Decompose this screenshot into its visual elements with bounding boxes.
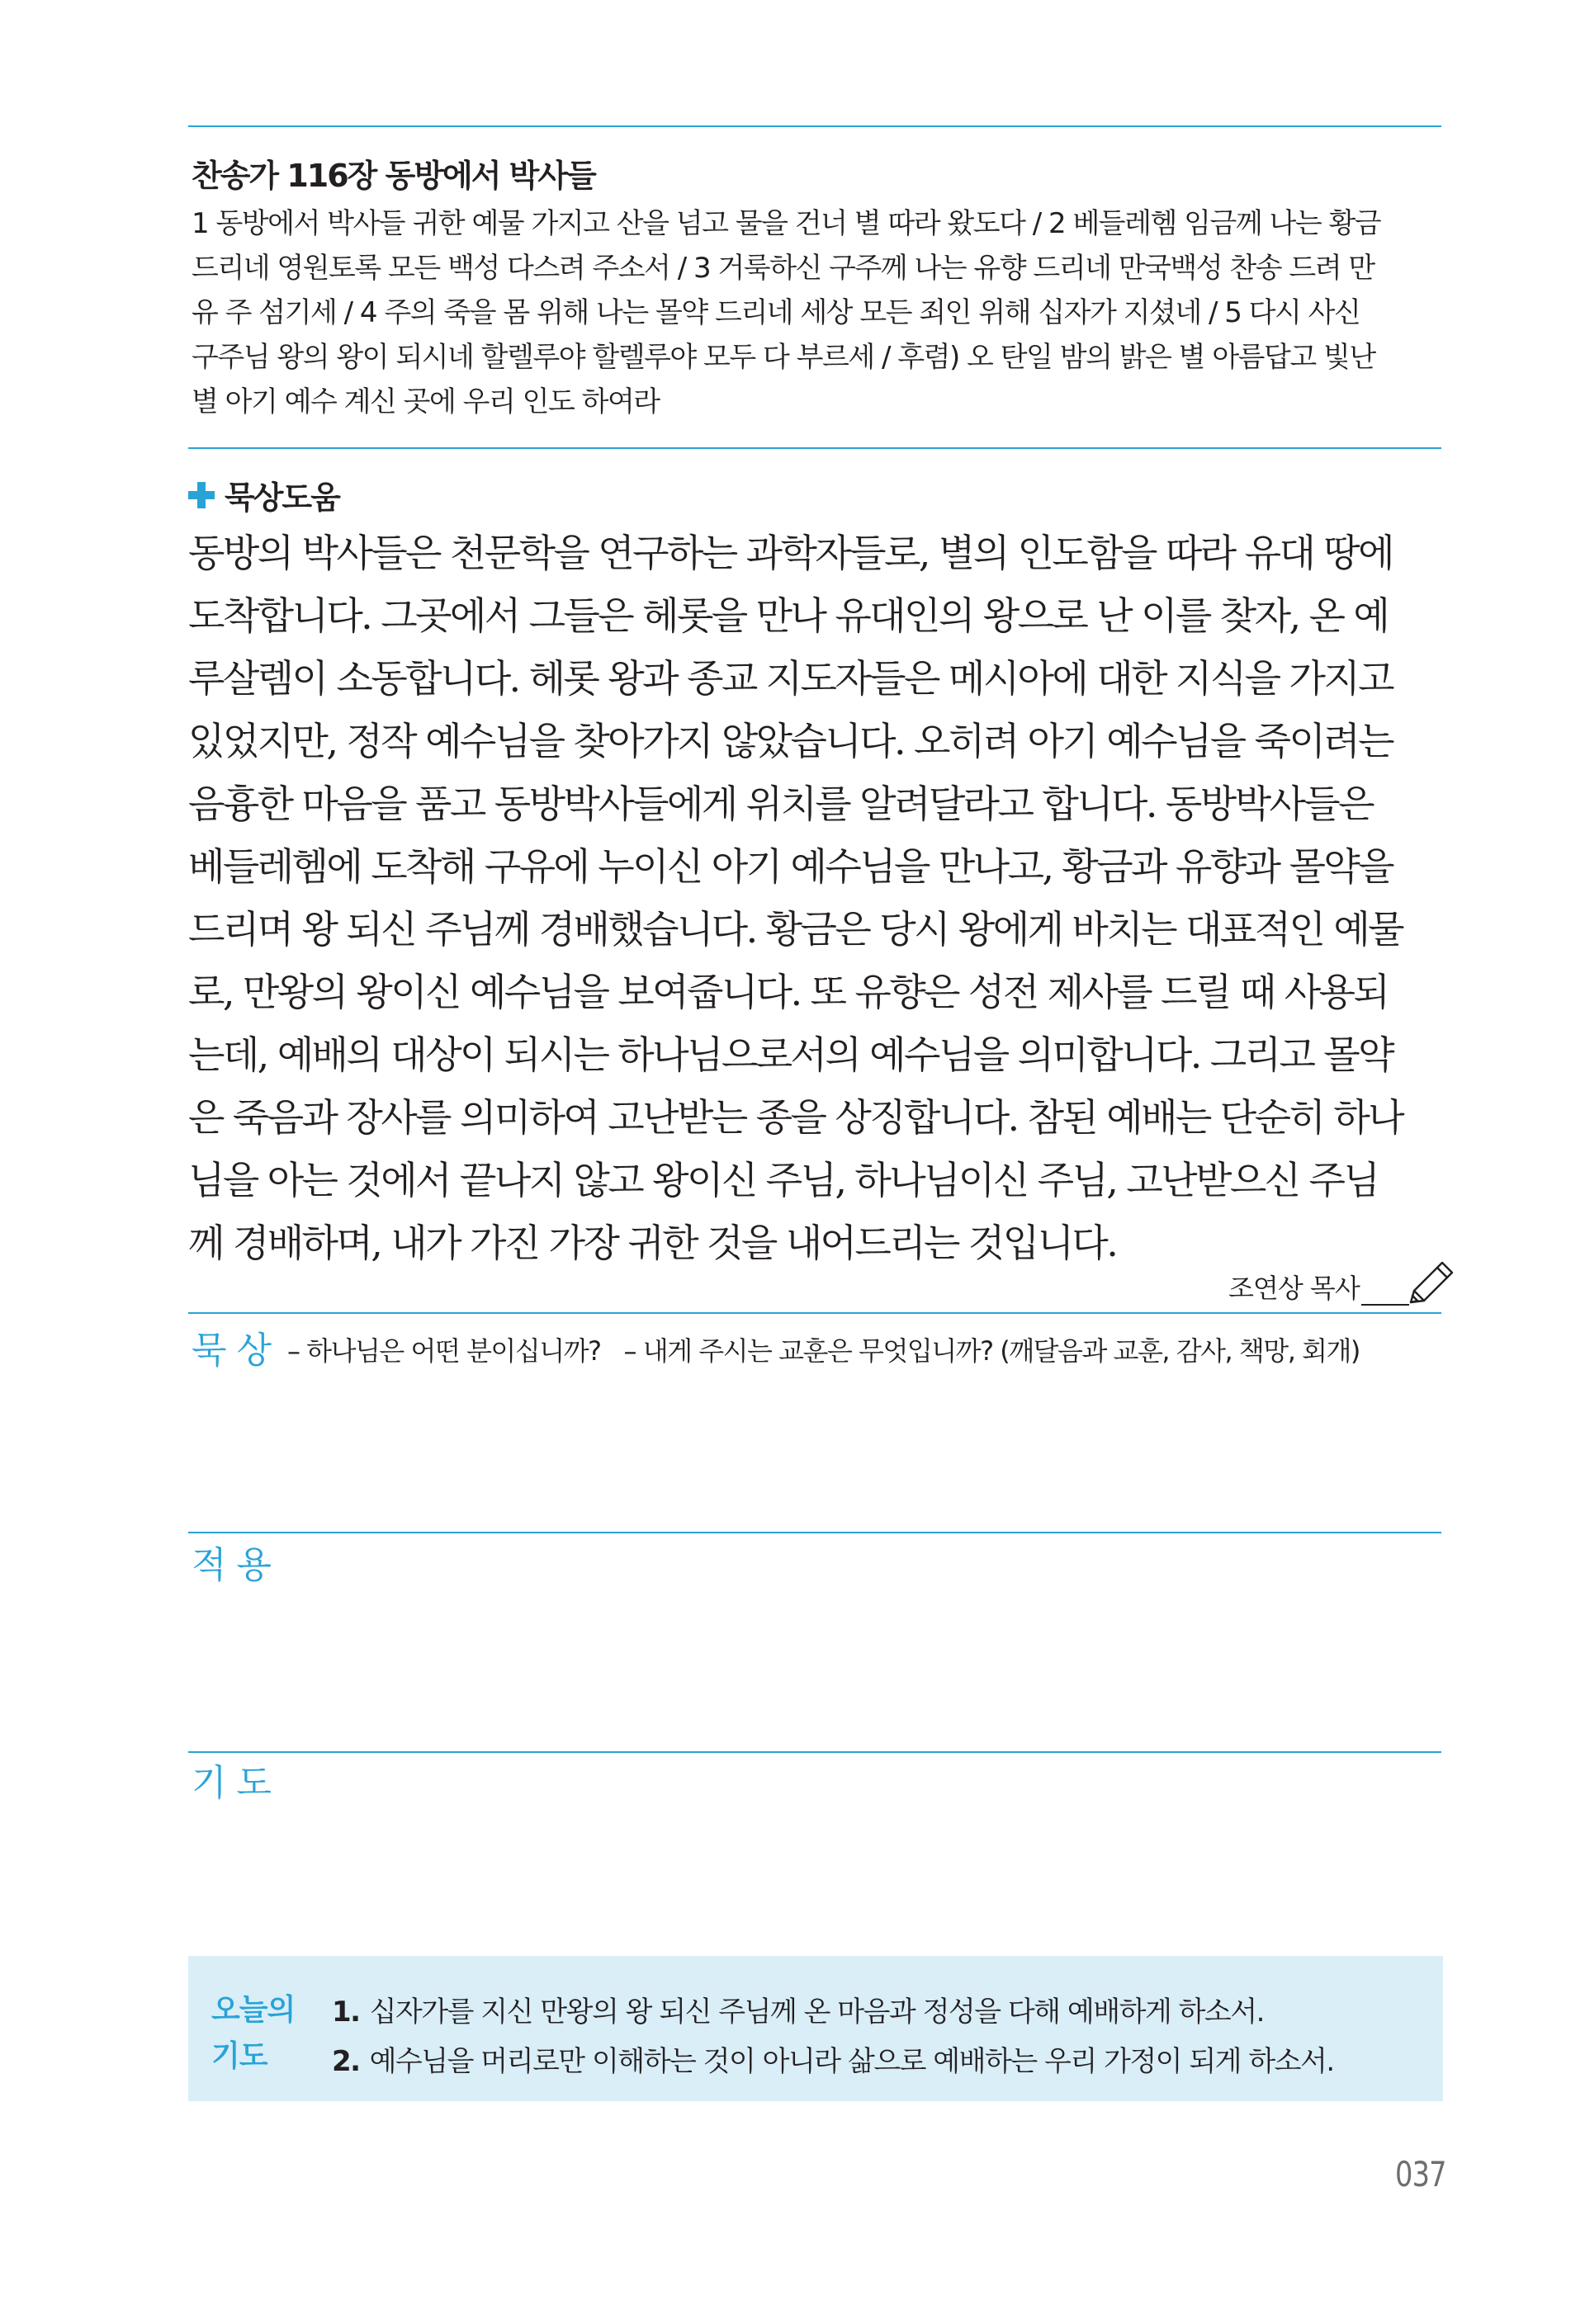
meditation-label: 묵상 <box>192 1330 282 1372</box>
meditation-help-heading <box>188 472 339 517</box>
prayer-item-number: 2. <box>332 2045 360 2078</box>
hymn-bottom-rule <box>188 447 1441 449</box>
hymn-line: 구주님 왕의 왕이 되시네 할렐루야 할렐루야 모두 다 부르세 / 후렴) 오 탄일 밤의 밝은 별 아름답고 빛난 <box>192 341 1375 374</box>
meditation-questions <box>287 1330 1360 1368</box>
author-signature <box>1228 1258 1459 1306</box>
body-line: 도착합니다. 그곳에서 그들은 헤롯을 만나 유대인의 왕으로 난 이를 찾자, 온 예 <box>188 593 1389 638</box>
body-line: 동방의 박사들은 천문학을 연구하는 과학자들로, 별의 인도함을 따라 유대 땅에 <box>188 531 1393 575</box>
prayer-item-number: 1. <box>332 1996 360 2029</box>
todays-prayer-label-line1: 오늘의 <box>211 1993 296 2027</box>
plus-icon <box>188 482 215 508</box>
author-name: 조연상 목사 <box>1228 1273 1360 1304</box>
hymn-line: 유 주 섬기세 / 4 주의 죽을 몸 위해 나는 몰약 드리네 세상 모든 죄인 위해 십자가 지셨네 / 5 다시 사신 <box>192 296 1360 329</box>
page-number: 037 <box>1395 2154 1446 2194</box>
todays-prayer-label <box>211 1987 295 2080</box>
body-line: 음흉한 마음을 품고 동방박사들에게 위치를 알려달라고 합니다. 동방박사들은 <box>188 782 1373 826</box>
application-label: 적용 <box>192 1544 282 1586</box>
prayer-item-text: 십자가를 지신 만왕의 왕 되신 주님께 온 마음과 정성을 다해 예배하게 하소서. <box>369 1996 1264 2029</box>
pencil-icon <box>1404 1258 1459 1309</box>
body-line: 님을 아는 것에서 끝나지 않고 왕이신 주님, 하나님이신 주님, 고난받으신 주님 <box>188 1158 1379 1202</box>
hymn-line: 드리네 영원토록 모든 백성 다스려 주소서 / 3 거룩하신 구주께 나는 유향 드리네 만국백성 찬송 드려 만 <box>192 252 1374 285</box>
meditation-question-1: – 하나님은 어떤 분이십니까? <box>287 1335 601 1367</box>
body-line: 께 경배하며, 내가 가진 가장 귀한 것을 내어드리는 것입니다. <box>188 1221 1117 1265</box>
body-line: 드리며 왕 되신 주님께 경배했습니다. 황금은 당시 왕에게 바치는 대표적인 예물 <box>188 907 1403 952</box>
prayer-label: 기도 <box>192 1762 282 1804</box>
signature-line <box>1361 1279 1409 1306</box>
hymn-title: 찬송가 116장 동방에서 박사들 <box>192 158 595 194</box>
todays-prayer-box <box>188 1956 1443 2101</box>
body-line: 베들레헴에 도착해 구유에 누이신 아기 예수님을 만나고, 황금과 유향과 몰약을 <box>188 844 1393 889</box>
hymn-line: 별 아기 예수 계신 곳에 우리 인도 하여라 <box>192 385 660 418</box>
meditation-rule <box>188 1312 1441 1314</box>
body-line: 루살렘이 소동합니다. 헤롯 왕과 종교 지도자들은 메시아에 대한 지식을 가지고 <box>188 656 1393 701</box>
prayer-item <box>332 2037 1334 2086</box>
todays-prayer-list <box>332 1987 1334 2086</box>
body-line: 있었지만, 정작 예수님을 찾아가지 않았습니다. 오히려 아기 예수님을 죽이려는 <box>188 719 1393 763</box>
body-line: 은 죽음과 장사를 의미하여 고난받는 종을 상징합니다. 참된 예배는 단순히 하나 <box>188 1095 1403 1140</box>
application-rule <box>188 1532 1441 1533</box>
todays-prayer-label-line2: 기도 <box>211 2039 267 2073</box>
meditation-help-body <box>188 522 1446 1274</box>
prayer-item <box>332 1987 1334 2037</box>
body-line: 는데, 예배의 대상이 되시는 하나님으로서의 예수님을 의미합니다. 그리고 몰약 <box>188 1032 1393 1077</box>
prayer-item-text: 예수님을 머리로만 이해하는 것이 아니라 삶으로 예배하는 우리 가정이 되게 하소서. <box>369 2045 1334 2078</box>
meditation-question-2: – 내게 주시는 교훈은 무엇입니까? (깨달음과 교훈, 감사, 책망, 회개) <box>623 1335 1360 1367</box>
hymn-line: 1 동방에서 박사들 귀한 예물 가지고 산을 넘고 물을 건너 별 따라 왔도다 / 2 베들레헴 임금께 나는 황금 <box>192 207 1381 240</box>
prayer-rule <box>188 1751 1441 1753</box>
body-line: 로, 만왕의 왕이신 예수님을 보여줍니다. 또 유향은 성전 제사를 드릴 때 사용되 <box>188 970 1389 1014</box>
meditation-help-title: 묵상도움 <box>225 479 339 516</box>
hymn-lyrics <box>192 201 1443 424</box>
top-rule <box>188 125 1441 127</box>
